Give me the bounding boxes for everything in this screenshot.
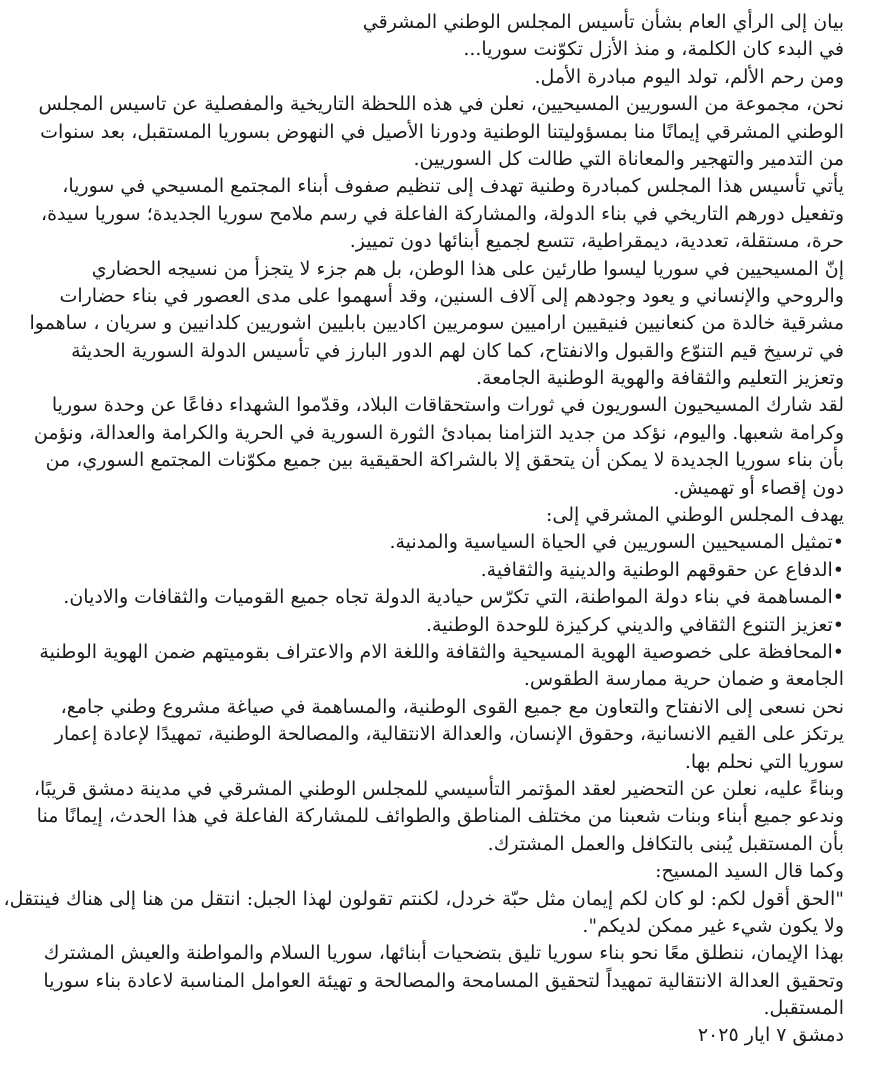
text-line: إنّ المسيحيين في سوريا ليسوا طارئين على هذا الوطن، بل هم جزء لا يتجزأ من نسيجه الحضاري	[91, 257, 844, 280]
text-line: وندعو جميع أبناء وبنات شعبنا من مختلف المناطق والطوائف للمشاركة الفاعلة في هذا الحدث، إيمانًا منا	[36, 805, 844, 828]
bullet-item: •المساهمة في بناء دولة المواطنة، التي تكرّس حيادية الدولة تجاه جميع القوميات والثقافات والاديان.	[63, 586, 844, 609]
bullet-item-continuation: الجامعة و ضمان حرية ممارسة الطقوس.	[523, 668, 844, 691]
text-line: في البدء كان الكلمة، و منذ الأزل تكوّنت سوريا...	[463, 38, 844, 61]
text-line: يأتي تأسيس هذا المجلس كمبادرة وطنية تهدف إلى تنظيم صفوف أبناء المجتمع المسيحي في سوريا،	[62, 175, 844, 198]
text-line: وتحقيق العدالة الانتقالية تمهيداً لتحقيق المسامحة والمصالحة و تهيئة العوامل المناسبة لاعادة بناء سوريا	[43, 969, 844, 992]
bullet-item: •المحافظة على خصوصية الهوية المسيحية والثقافة واللغة الام والاعتراف بقوميتهم ضمن الهوية الوطنية	[39, 640, 844, 663]
text-line: بهذا الإيمان، ننطلق معًا نحو بناء سوريا تليق بتضحيات أبنائها، سوريا السلام والمواطنة والعيش المشترك	[43, 942, 844, 965]
text-line: لقد شارك المسيحيون السوريون في ثورات واستحقاقات البلاد، وقدّموا الشهداء دفاعًا عن وحدة سوريا	[51, 394, 844, 417]
quote-line: ولا يكون شيء غير ممكن لديكم".	[582, 914, 844, 937]
text-line: وتعزيز التعليم والثقافة والهوية الوطنية الجامعة.	[475, 367, 844, 390]
document-title: بيان إلى الرأي العام بشأن تأسيس المجلس الوطني المشرقي	[362, 11, 844, 33]
text-line: نحن، مجموعة من السوريين المسيحيين، نعلن في هذه اللحظة التاريخية والمفصلية عن تاسيس المجلس	[38, 93, 844, 116]
text-line: يرتكز على القيم الانسانية، وحقوق الإنسان، والعدالة الانتقالية، والمصالحة الوطنية، تمهيدًا لإعادة إعمار	[54, 723, 844, 746]
date-line: دمشق ٧ ايار ٢٠٢٥	[697, 1024, 844, 1047]
text-line: مشرقية خالدة من كنعانيين فنيقيين اراميين سومريين اكاديين بابليين اشوريين كلدانيين و سريان ، ساهموا	[29, 312, 844, 335]
bullet-item: •تعزيز التنوع الثقافي والديني كركيزة للوحدة الوطنية.	[425, 613, 844, 636]
text-line: ومن رحم الألم، تولد اليوم مبادرة الأمل.	[534, 65, 844, 88]
text-line: دون إقصاء أو تهميش.	[673, 476, 844, 499]
text-line: من التدمير والتهجير والمعاناة التي طالت كل السوريين.	[413, 147, 844, 170]
text-line: وتفعيل دورهم التاريخي في بناء الدولة، والمشاركة الفاعلة في رسم ملامح سوريا الجديدة؛ سوريا سيدة،	[40, 202, 844, 225]
text-line: المستقبل.	[763, 997, 844, 1020]
text-line: الوطني المشرقي إيمانًا منا بمسؤوليتنا الوطنية ودورنا الأصيل في النهوض بسوريا المستقبل، بعد سنوات	[40, 120, 844, 143]
text-line: وبناءً عليه، نعلن عن التحضير لعقد المؤتمر التأسيسي للمجلس الوطني المشرقي في مدينة دمشق قريبًا،	[33, 777, 844, 800]
text-line: سوريا التي نحلم بها.	[684, 750, 844, 773]
bullet-item: •تمثيل المسيحيين السوريين في الحياة السياسية والمدنية.	[389, 531, 844, 554]
text-line: وكرامة شعبها. واليوم، نؤكد من جديد التزامنا بمبادئ الثورة السورية في الحرية والكرامة والعدالة، ونؤمن	[33, 421, 844, 444]
section-heading: يهدف المجلس الوطني المشرقي إلى:	[546, 504, 844, 527]
text-line: بأن المستقبل يُبنى بالتكافل والعمل المشترك.	[487, 832, 844, 855]
text-line: وكما قال السيد المسيح:	[655, 860, 844, 883]
text-line: نحن نسعى إلى الانفتاح والتعاون مع جميع القوى الوطنية، والمساهمة في صياغة مشروع وطني جامع،	[60, 695, 844, 718]
quote-line: "الحق أقول لكم: لو كان لكم إيمان مثل حبّة خردل، لكنتم تقولون لهذا الجبل: انتقل من هنا إلى هناك فينتقل،	[3, 887, 844, 910]
text-line: بأن بناء سوريا الجديدة لا يمكن أن يتحقق إلا بالشراكة الحقيقية بين جميع مكوّنات المجتمع السوري، من	[45, 449, 844, 472]
bullet-item: •الدفاع عن حقوقهم الوطنية والدينية والثقافية.	[480, 558, 844, 581]
text-line: حرة، مستقلة، تعددية، ديمقراطية، تتسع لجميع أبنائها دون تمييز.	[349, 230, 844, 253]
text-line: والروحي والإنساني و يعود وجودهم إلى آلاف السنين، وقد أسهموا على مدى العصور في بناء حضارات	[59, 284, 844, 307]
text-line: في ترسيخ قيم التنوّع والقبول والانفتاح، كما كان لهم الدور البارز في تأسيس الدولة السورية الحديثة	[71, 339, 844, 362]
